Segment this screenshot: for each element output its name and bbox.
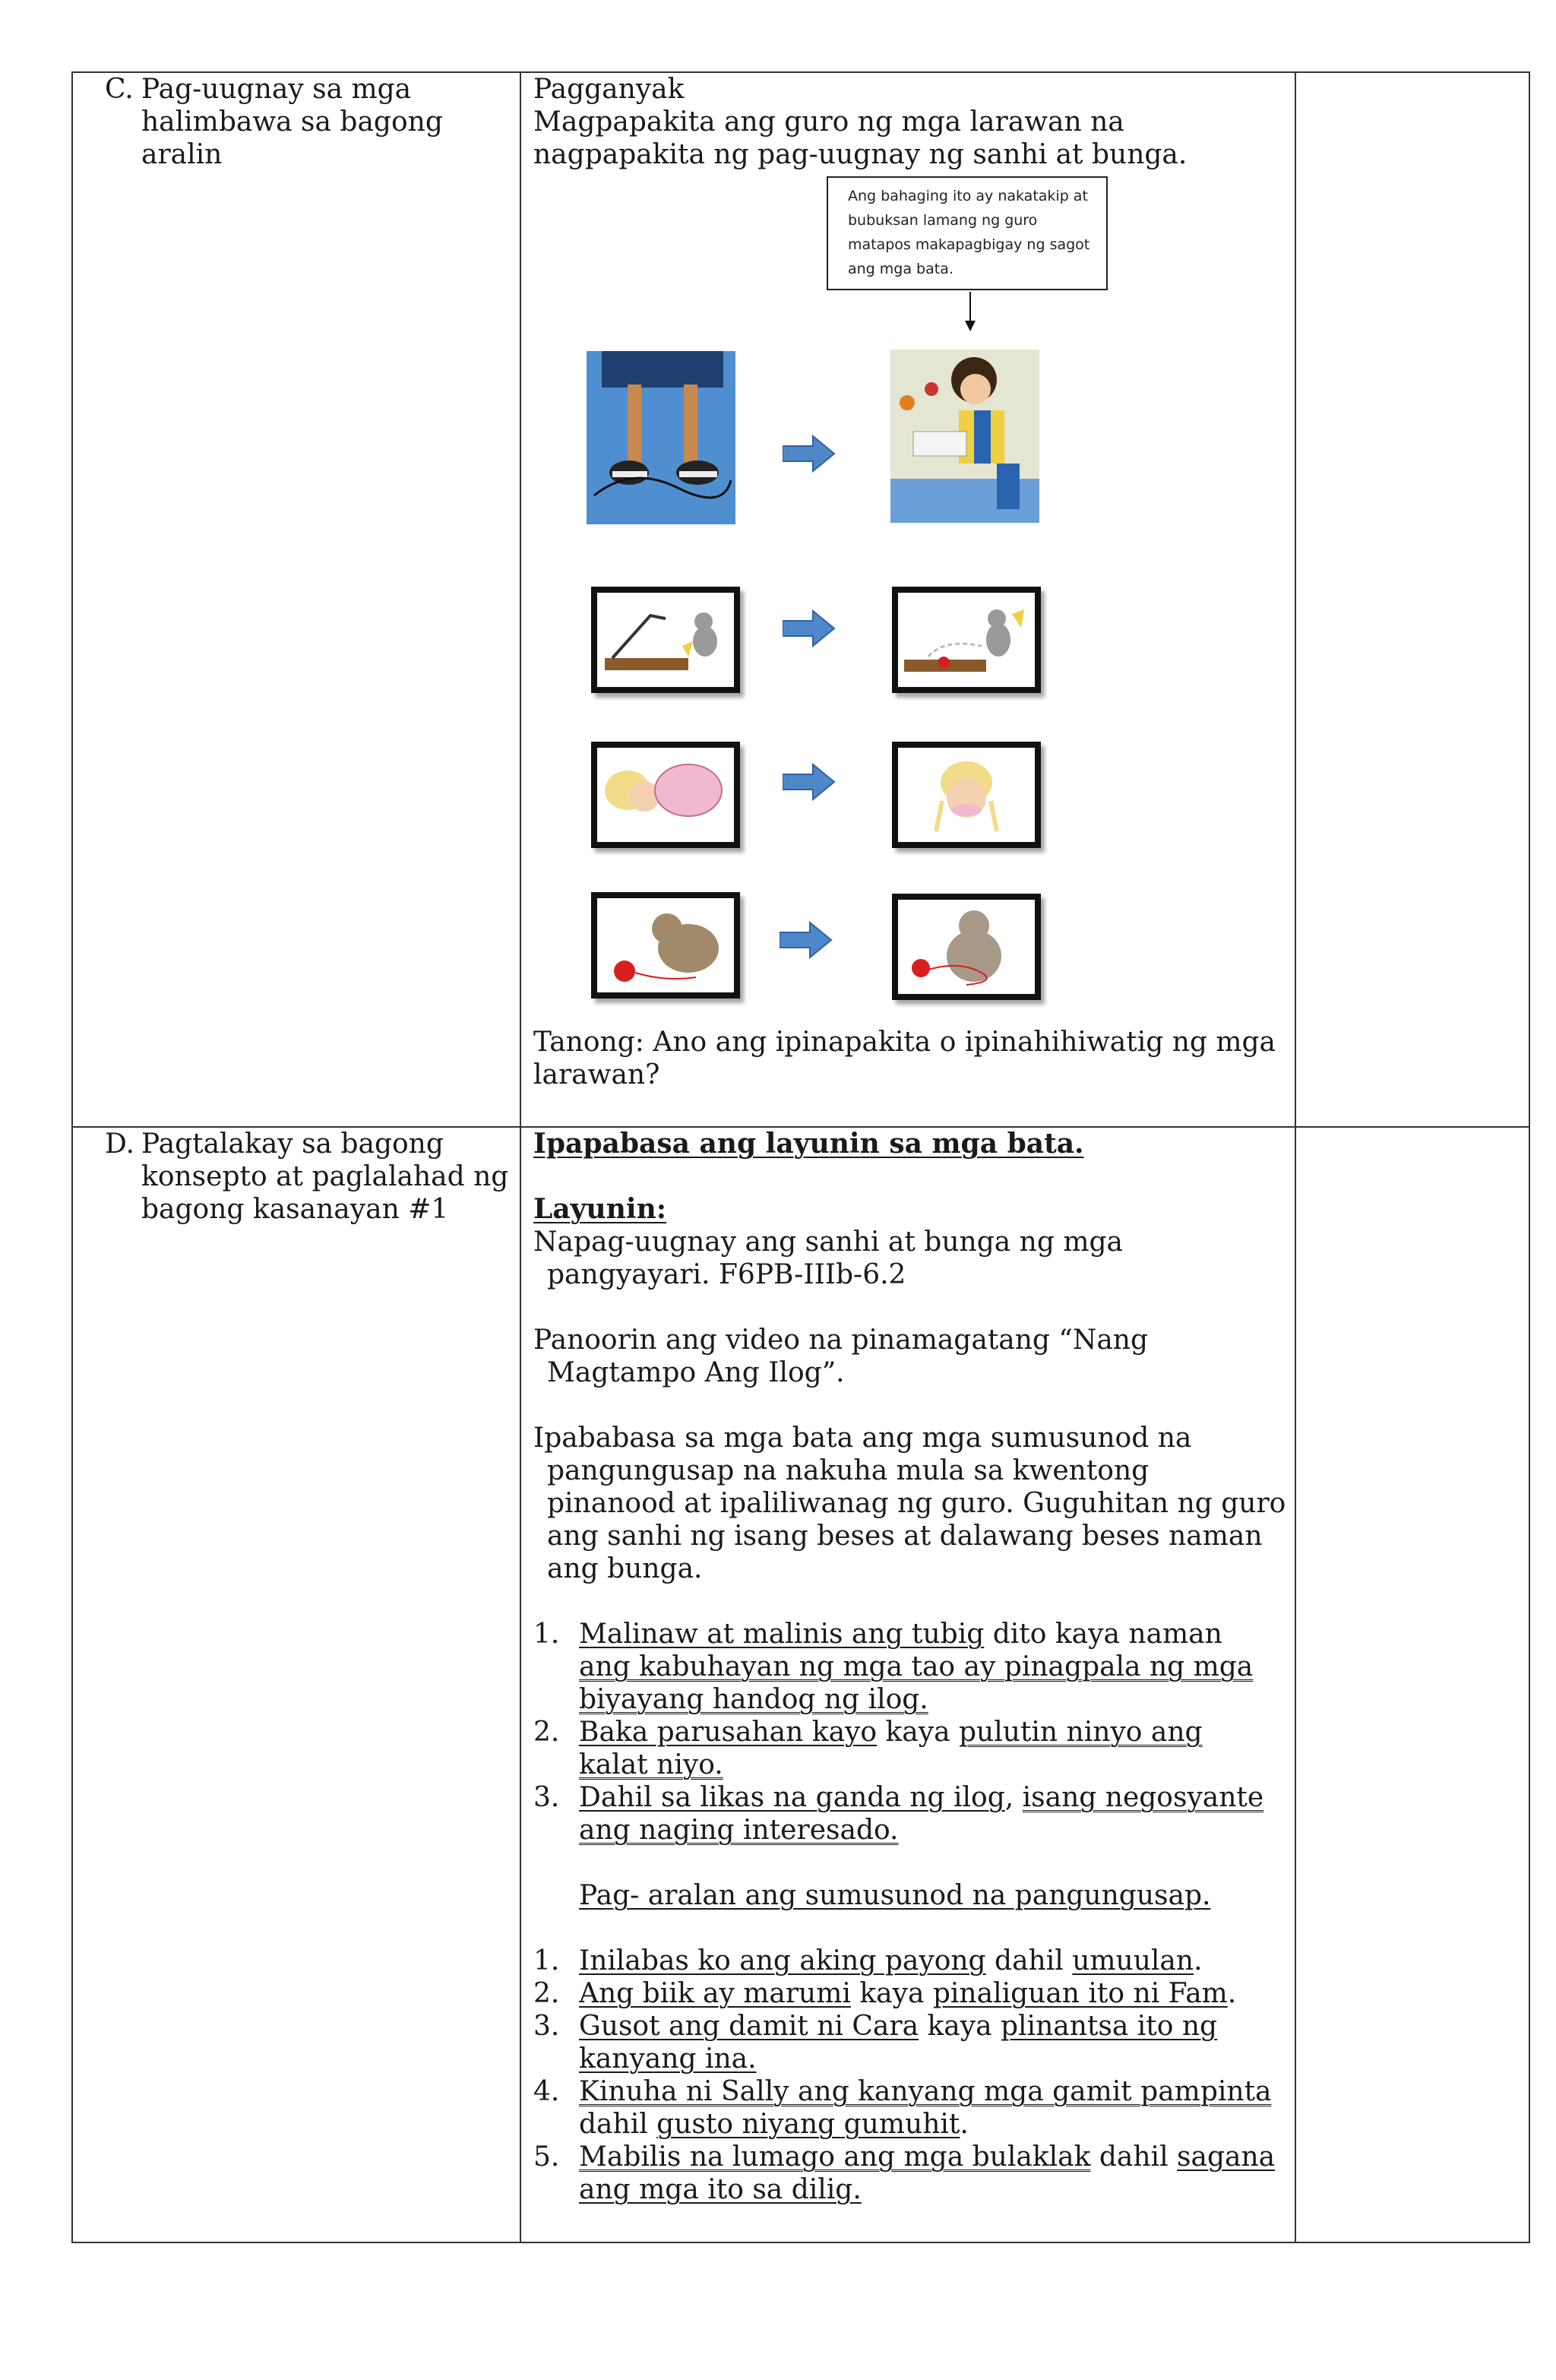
list1-item-3-line-1	[579, 1781, 1263, 1814]
intro-line-1: Magpapakita ang guro ng mga larawan na	[533, 106, 1124, 138]
list1-number-2: 2.	[533, 1717, 560, 1748]
list1-item-1-line-1	[579, 1618, 1222, 1650]
period-text: .	[960, 2109, 969, 2140]
right-arrow-icon	[783, 763, 836, 801]
cause-text: Malinaw at malinis ang tubig	[579, 1619, 985, 1650]
list1-number-1: 1.	[533, 1619, 560, 1650]
objective-line-2: pangyayari. F6PB-IIIb-6.2	[547, 1259, 906, 1290]
row-c-label-3: aralin	[141, 139, 223, 170]
row-c-letter: C.	[105, 74, 134, 105]
cat-yarn-image-1	[591, 892, 740, 999]
objective-label: Layunin:	[533, 1193, 667, 1225]
connector-text: dahil	[1090, 2141, 1178, 2173]
reading-line-1: Ipababasa sa mga bata ang mga sumusunod na	[533, 1423, 1192, 1454]
row-d-label-1: Pagtalakay sa bagong	[141, 1128, 444, 1160]
mousetrap-image-2	[892, 587, 1041, 693]
reading-line-2: pangungusap na nakuha mula sa kwentong	[547, 1455, 1150, 1486]
child-falling-image	[890, 350, 1039, 523]
list2-number-2: 2.	[533, 1978, 560, 2009]
list1-number-3: 3.	[533, 1782, 560, 1813]
period-text: .	[1227, 1978, 1237, 2009]
reading-line-5: ang bunga.	[547, 1553, 703, 1584]
video-line-1: Panoorin ang video na pinamagatang “Nang	[533, 1325, 1149, 1356]
list2-item-1	[579, 1945, 1203, 1977]
row-d-letter: D.	[105, 1128, 135, 1160]
study-instruction: Pag- aralan ang sumusunod na pangungusap.	[579, 1880, 1211, 1911]
list2-number-4: 4.	[533, 2076, 560, 2107]
connector-text: kaya	[850, 1978, 933, 2009]
reading-line-3: pinanood at ipaliliwanag ng guro. Guguhitan ng guro	[547, 1488, 1286, 1519]
cause-text: Dahil sa likas na ganda ng ilog	[579, 1782, 1005, 1813]
row-c-label-2: halimbawa sa bagong	[141, 106, 443, 138]
connector-text: kaya	[877, 1717, 960, 1748]
row-c-label-1: Pag-uugnay sa mga	[141, 74, 412, 105]
list2-item-2	[579, 1977, 1236, 2010]
column-divider-1	[520, 73, 521, 2242]
connector-text: dahil	[985, 1945, 1073, 1976]
cause-text: Baka parusahan kayo	[579, 1717, 878, 1748]
mousetrap-image-1	[591, 587, 740, 693]
bubblegum-image-2	[892, 742, 1041, 848]
list2-number-5: 5.	[533, 2141, 560, 2173]
connector-text: kaya	[919, 2011, 1001, 2042]
objective-line-1: Napag-uugnay ang sanhi at bunga ng mga	[533, 1226, 1123, 1258]
effect-text: plinantsa ito ng	[1001, 2011, 1218, 2042]
cause-text: Ang biik ay marumi	[579, 1978, 851, 2009]
list2-item-3-line-1	[579, 2010, 1217, 2043]
instruction-heading: Ipapabasa ang layunin sa mga bata.	[533, 1128, 1084, 1160]
right-arrow-icon	[783, 435, 836, 473]
callout-pointer-icon	[959, 292, 982, 334]
effect-text: pinaliguan ito ni Fam	[932, 1978, 1228, 2009]
list2-item-4-line-1: Kinuha ni Sally ang kanyang mga gamit pampinta	[579, 2076, 1272, 2107]
cause-text: sagana	[1177, 2141, 1276, 2173]
row-d-label-3: bagong kasanayan #1	[141, 1194, 449, 1225]
right-arrow-icon	[783, 609, 836, 647]
question-line-2: larawan?	[533, 1059, 660, 1090]
bubblegum-image-1	[591, 742, 740, 848]
list1-item-2-line-2: kalat niyo.	[579, 1749, 723, 1780]
pagganyak-heading: Pagganyak	[533, 74, 685, 105]
intro-line-2: nagpapakita ng pag-uugnay ng sanhi at bunga.	[533, 139, 1188, 170]
connector-text: dahil	[579, 2109, 657, 2140]
connector-text: ,	[1004, 1782, 1023, 1813]
list2-item-3-line-2: kanyang ina.	[579, 2043, 757, 2075]
video-line-2: Magtampo Ang Ilog”.	[547, 1357, 845, 1388]
effect-text: isang negosyante	[1022, 1782, 1264, 1813]
list2-item-5-line-2: ang mga ito sa dilig.	[579, 2174, 862, 2205]
effect-text: umuulan	[1072, 1945, 1194, 1976]
question-line-1: Tanong: Ano ang ipinapakita o ipinahihiwatig ng mga	[533, 1027, 1276, 1058]
effect-text: pulutin ninyo ang	[959, 1717, 1203, 1748]
cause-text: gusto niyang gumuhit	[656, 2109, 960, 2140]
row-d-label-2: konsepto at paglalahad ng	[141, 1161, 509, 1192]
list1-item-3-line-2: ang naging interesado.	[579, 1815, 899, 1846]
right-arrow-icon	[780, 921, 833, 959]
list2-item-5-line-1	[579, 2141, 1275, 2173]
effect-text: Mabilis na lumago ang mga bulaklak	[579, 2141, 1091, 2173]
reading-line-4: ang sanhi ng isang beses at dalawang beses naman	[547, 1521, 1263, 1552]
period-text: .	[1194, 1945, 1203, 1976]
column-divider-2	[1295, 73, 1296, 2242]
cat-yarn-image-2	[892, 894, 1041, 1000]
child-feet-image	[587, 351, 735, 524]
callout-note: Ang bahaging ito ay nakatakip at bubuksan lamang ng guro matapos makapagbigay ng sagot ang mga bata.	[827, 176, 1108, 290]
connector-text: dito kaya naman	[984, 1619, 1222, 1650]
list1-item-2-line-1	[579, 1716, 1203, 1749]
list1-item-1-line-3: biyayang handog ng ilog.	[579, 1684, 928, 1715]
cause-text: Gusot ang damit ni Cara	[579, 2011, 919, 2042]
list2-item-4-line-2	[579, 2108, 969, 2141]
list2-number-1: 1.	[533, 1945, 560, 1976]
cause-text: Inilabas ko ang aking payong	[579, 1945, 986, 1976]
list2-number-3: 3.	[533, 2011, 560, 2042]
list1-item-1-line-2: ang kabuhayan ng mga tao ay pinagpala ng mga	[579, 1651, 1254, 1682]
